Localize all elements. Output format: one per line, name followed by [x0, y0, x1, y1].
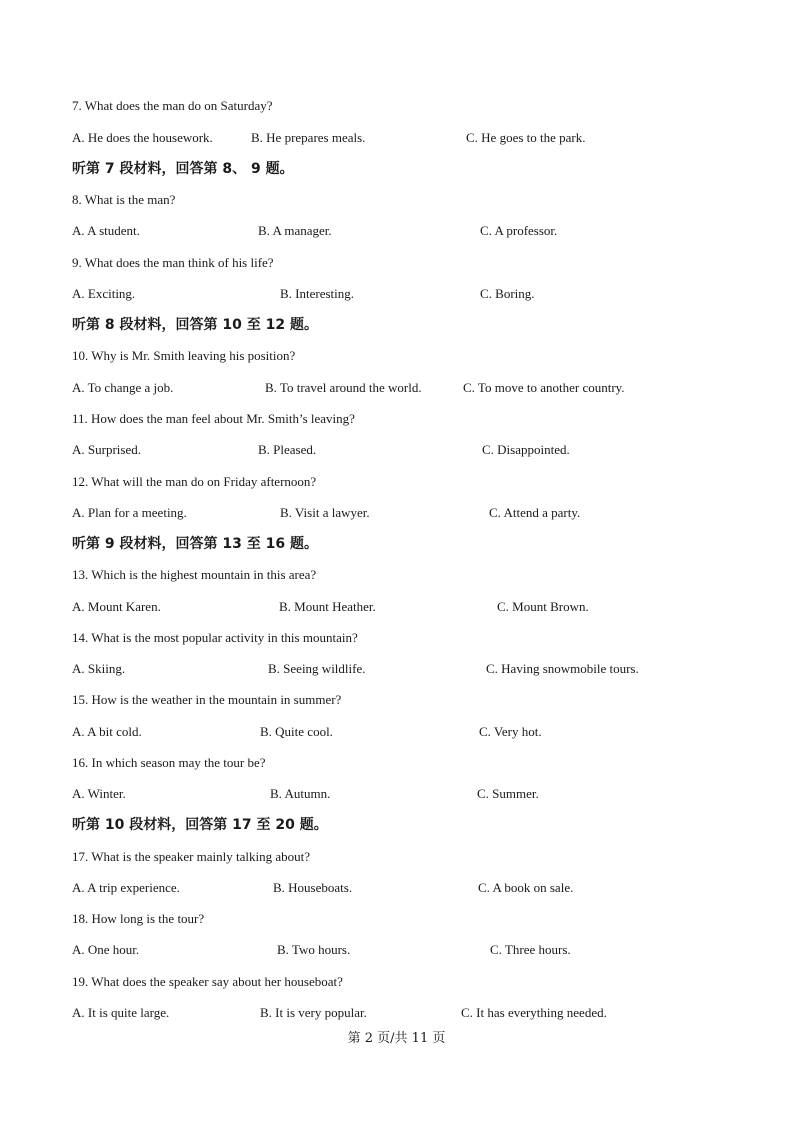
answer-option: B. Pleased. — [258, 442, 317, 457]
answer-option: C. To move to another country. — [463, 380, 625, 395]
answer-option: C. He goes to the park. — [466, 130, 586, 145]
answer-option: C. Summer. — [477, 786, 539, 801]
answer-option: C. A professor. — [480, 223, 558, 238]
answer-option: A. Mount Karen. — [72, 599, 161, 614]
question-text: 11. How does the man feel about Mr. Smith’s leaving? — [72, 411, 355, 426]
answer-option: B. It is very popular. — [260, 1005, 367, 1020]
page-footer: 第 2 页/共 11 页 — [347, 1031, 446, 1046]
answer-option: B. Mount Heather. — [279, 599, 376, 614]
question-text: 13. Which is the highest mountain in this area? — [72, 567, 317, 582]
answer-option: A. It is quite large. — [72, 1005, 170, 1020]
section-heading: 听第 10 段材料，回答第 17 至 20 题。 — [72, 817, 328, 833]
answer-option: B. Autumn. — [270, 786, 331, 801]
answer-option: C. Having snowmobile tours. — [486, 661, 639, 676]
answer-option: C. Disappointed. — [482, 442, 570, 457]
answer-option: C. A book on sale. — [478, 880, 574, 895]
answer-option: A. Skiing. — [72, 661, 126, 676]
answer-option: B. Houseboats. — [273, 880, 353, 895]
answer-option: C. Mount Brown. — [497, 599, 589, 614]
answer-option: C. It has everything needed. — [461, 1005, 607, 1020]
answer-option: A. One hour. — [72, 942, 140, 957]
question-text: 14. What is the most popular activity in this mountain? — [72, 630, 358, 645]
answer-option: B. Seeing wildlife. — [268, 661, 366, 676]
answer-option: C. Attend a party. — [489, 505, 581, 520]
answer-option: B. Visit a lawyer. — [280, 505, 370, 520]
answer-option: B. Two hours. — [277, 942, 351, 957]
question-text: 19. What does the speaker say about her houseboat? — [72, 974, 343, 989]
answer-option: B. He prepares meals. — [251, 130, 366, 145]
question-text: 8. What is the man? — [72, 192, 176, 207]
question-text: 17. What is the speaker mainly talking about? — [72, 849, 311, 864]
section-heading: 听第 8 段材料，回答第 10 至 12 题。 — [72, 317, 318, 333]
question-text: 18. How long is the tour? — [72, 911, 205, 926]
answer-option: A. Winter. — [72, 786, 126, 801]
question-text: 15. How is the weather in the mountain in summer? — [72, 692, 342, 707]
answer-option: B. To travel around the world. — [265, 380, 422, 395]
question-text: 12. What will the man do on Friday afternoon? — [72, 474, 317, 489]
answer-option: A. A bit cold. — [72, 724, 142, 739]
answer-option: C. Boring. — [480, 286, 535, 301]
answer-option: A. He does the housework. — [72, 130, 213, 145]
answer-option: B. A manager. — [258, 223, 332, 238]
answer-option: A. Surprised. — [72, 442, 141, 457]
section-heading: 听第 9 段材料，回答第 13 至 16 题。 — [72, 536, 318, 552]
answer-option: A. Exciting. — [72, 286, 136, 301]
answer-option: A. To change a job. — [72, 380, 174, 395]
question-text: 10. Why is Mr. Smith leaving his position? — [72, 348, 296, 363]
answer-option: C. Three hours. — [490, 942, 571, 957]
question-text: 9. What does the man think of his life? — [72, 255, 274, 270]
question-text: 7. What does the man do on Saturday? — [72, 98, 273, 113]
answer-option: A. A student. — [72, 223, 140, 238]
answer-option: C. Very hot. — [479, 724, 542, 739]
answer-option: B. Interesting. — [280, 286, 355, 301]
section-heading: 听第 7 段材料，回答第 8、 9 题。 — [72, 161, 294, 177]
answer-option: A. A trip experience. — [72, 880, 180, 895]
question-text: 16. In which season may the tour be? — [72, 755, 266, 770]
answer-option: A. Plan for a meeting. — [72, 505, 187, 520]
answer-option: B. Quite cool. — [260, 724, 333, 739]
